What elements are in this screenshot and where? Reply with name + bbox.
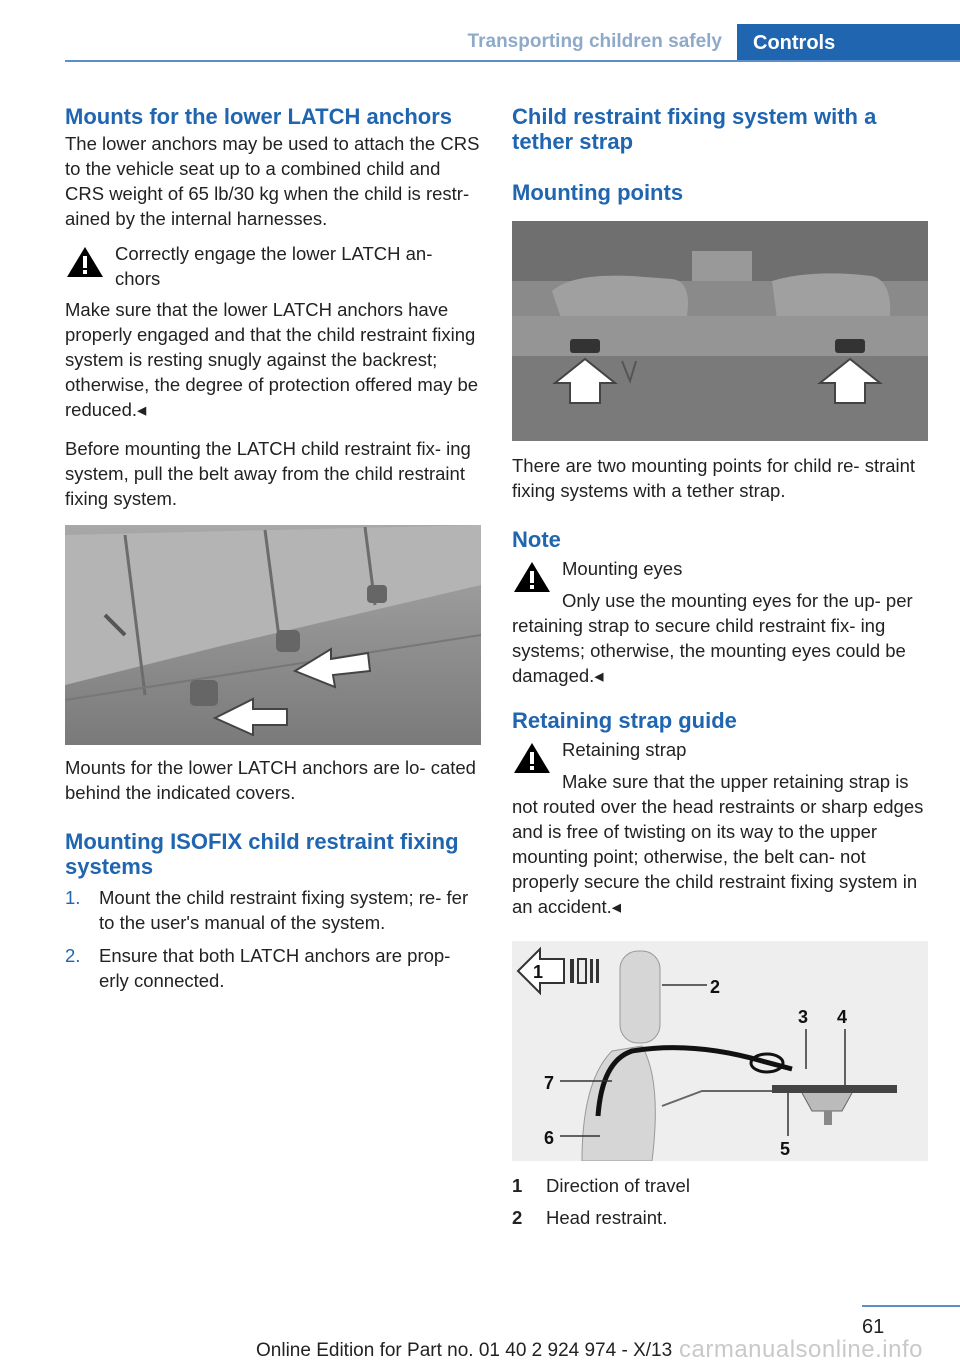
legend-text: Direction of travel: [546, 1175, 690, 1196]
legend-text: Head restraint.: [546, 1207, 668, 1228]
diagram-label: 7: [544, 1073, 555, 1093]
heading-mounting-points: Mounting points: [512, 180, 684, 205]
heading-retaining-strap-guide: Retaining strap guide: [512, 708, 737, 733]
header-rule: [65, 60, 960, 62]
step-number: 1.: [65, 887, 81, 908]
legend-number: 2: [512, 1207, 523, 1228]
warning-icon: [512, 560, 552, 594]
warning-body-retaining-strap: Make sure that the upper retaining strap is not routed over the head restraints or sharp edges and is free of twisting on its way to the upper mounting point; otherwise, the belt can- not properly secure the child restraint fixing system in an accident.◂: [512, 771, 924, 917]
caption-lower-anchors: Mounts for the lower LATCH anchors are lo- cated behind the indicated covers.: [65, 757, 476, 803]
warning-body-latch: Make sure that the lower LATCH anchors have properly engaged and that the child restraint fixing system is resting snugly against the backrest; otherwise, the degree of protection offered may be reduced.◂: [65, 299, 479, 420]
paragraph-before-mounting: Before mounting the LATCH child restraint fix- ing system, pull the belt away from the child restraint fixing system.: [65, 438, 471, 509]
diagram-label: 5: [780, 1139, 791, 1159]
legend-number: 1: [512, 1175, 523, 1196]
legend-item: [512, 1173, 928, 1198]
step-text: Ensure that both LATCH anchors are prop- erly connected.: [99, 945, 451, 991]
diagram-legend: [512, 1173, 928, 1230]
strap-guide-diagram: [512, 941, 928, 1161]
diagram-label: 3: [798, 1007, 809, 1027]
heading-lower-latch: Mounts for the lower LATCH anchors: [65, 104, 453, 129]
watermark: carmanualsonline.info: [679, 1336, 923, 1363]
heading-isofix: Mounting ISOFIX child restraint fixing systems: [65, 829, 459, 879]
step-number: 2.: [65, 945, 81, 966]
warning-latch-engage: [65, 241, 481, 291]
warning-icon: [512, 741, 552, 775]
caption-mounting-points: There are two mounting points for child re- straint fixing systems with a tether strap.: [512, 455, 916, 501]
warning-title: Correctly engage the lower LATCH an- chors: [115, 243, 433, 289]
warning-icon: [65, 245, 105, 279]
chapter-tab-label: Controls: [753, 32, 836, 54]
running-header-section: Transporting children safely: [467, 31, 722, 52]
diagram-retaining-strap: [512, 941, 928, 1161]
step-item: [65, 885, 481, 935]
warning-retaining-strap: [512, 737, 928, 762]
footer-rule: [862, 1305, 960, 1307]
warning-mounting-eyes: [512, 556, 928, 581]
legend-item: [512, 1205, 928, 1230]
isofix-steps: [65, 885, 481, 993]
heading-tether-strap: Child restraint fixing system with a tether strap: [512, 104, 877, 154]
warning-title: Mounting eyes: [562, 558, 683, 579]
diagram-label: 2: [710, 977, 721, 997]
step-text: Mount the child restraint fixing system; re- fer to the user's manual of the system.: [99, 887, 469, 933]
photo-mounting-points: [512, 221, 928, 441]
heading-note: Note: [512, 527, 561, 552]
paragraph-lower-anchors: The lower anchors may be used to attach the CRS to the vehicle seat up to a combined child and CRS weight of 65 lb/30 kg when the child is restr- ained by the internal harnesses.: [65, 133, 480, 229]
warning-body-mounting-eyes: Only use the mounting eyes for the up- per retaining strap to secure child restraint fix- ing systems; otherwise, the mounting eyes could be damaged.◂: [512, 590, 913, 686]
page-number: 61: [862, 1316, 885, 1338]
diagram-label: 4: [837, 1007, 848, 1027]
right-column: [512, 104, 928, 1230]
diagram-label: 6: [544, 1128, 555, 1148]
warning-title: Retaining strap: [562, 739, 687, 760]
photo-lower-anchor-covers: [65, 525, 481, 745]
seat-illustration: [65, 525, 481, 745]
step-item: [65, 943, 481, 993]
diagram-label: 1: [533, 962, 544, 982]
edition-footer: Online Edition for Part no. 01 40 2 924 974 - X/13: [256, 1340, 673, 1361]
rear-shelf-illustration: [512, 221, 928, 441]
left-column: [65, 104, 481, 993]
chapter-tab: [737, 24, 960, 62]
